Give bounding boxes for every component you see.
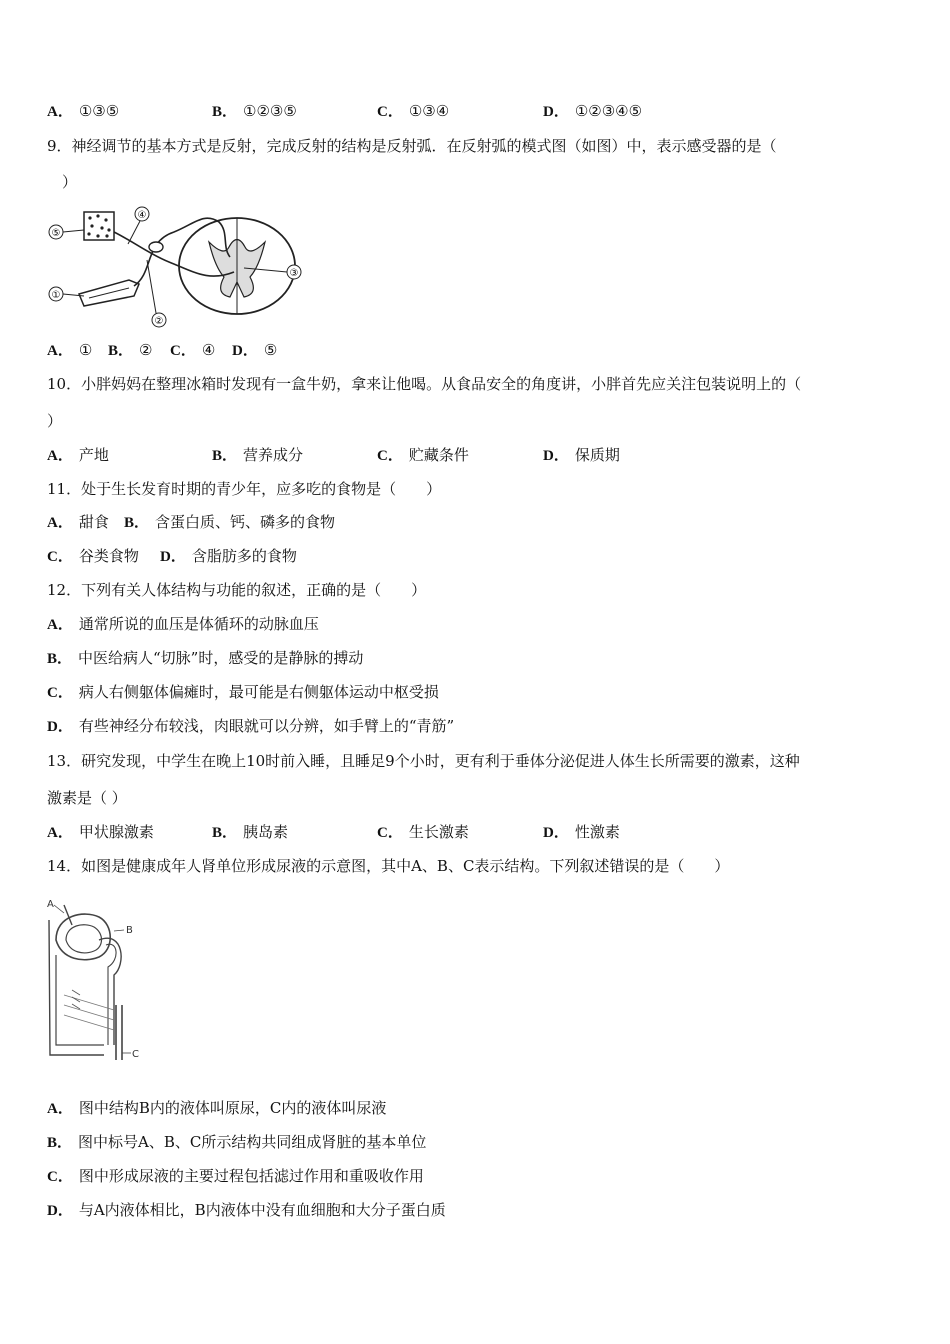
option-text: ①③⑤ [78, 102, 120, 120]
q13-stem-line2: 激素是（ ） [47, 789, 127, 807]
option-text: 与A内液体相比，B内液体中没有血细胞和大分子蛋白质 [78, 1201, 446, 1219]
option-label: C． [377, 448, 403, 464]
option-label: D． [47, 719, 73, 735]
label-4-leader [128, 221, 140, 244]
q13-option-b [212, 822, 288, 843]
label-4: ④ [137, 210, 147, 221]
option-text: 甜食 [78, 513, 109, 531]
option-text: 含蛋白质、钙、磷多的食物 [155, 513, 336, 531]
label-b-leader [114, 930, 124, 931]
option-text: 保质期 [574, 446, 620, 464]
q10-option-b [212, 445, 303, 466]
option-text: ④ [201, 341, 216, 359]
q10-option-a [47, 445, 109, 466]
q14-option-d [47, 1200, 446, 1221]
q14-option-b [47, 1132, 426, 1153]
option-text: 营养成分 [243, 446, 304, 464]
option-label: C． [47, 549, 73, 565]
option-label: D． [543, 104, 569, 120]
q11-stem: 11．处于生长发育时期的青少年，应多吃的食物是（ ） [47, 480, 442, 498]
option-label: B． [47, 1135, 73, 1151]
option-label: B． [47, 651, 73, 667]
option-text: 图中形成尿液的主要过程包括滤过作用和重吸收作用 [78, 1167, 424, 1185]
q9-option-d [232, 340, 277, 361]
nephron-figure [44, 895, 149, 1075]
q8-option-d [543, 101, 642, 122]
q12-option-a [47, 614, 319, 635]
label-2-leader [147, 260, 156, 313]
option-label: C． [47, 1169, 73, 1185]
q14-option-c [47, 1166, 424, 1187]
q13-option-a [47, 822, 154, 843]
q12-option-c [47, 682, 439, 703]
option-label: B． [212, 104, 238, 120]
label-5-leader [63, 230, 84, 232]
q8-option-a [47, 101, 119, 122]
label-1: ① [51, 290, 61, 301]
option-label: B． [108, 343, 134, 359]
q11-option-b [124, 512, 335, 533]
option-label: C． [377, 104, 403, 120]
option-label: C． [377, 825, 403, 841]
option-text: 通常所说的血压是体循环的动脉血压 [78, 615, 319, 633]
option-label: B． [124, 515, 150, 531]
option-text: ①②③⑤ [243, 102, 297, 120]
q9-stem-line2: ） [62, 173, 78, 191]
option-label: D． [232, 343, 258, 359]
label-2: ② [154, 316, 164, 327]
option-text: 生长激素 [408, 823, 469, 841]
option-text: 中医给病人“切脉”时，感受的是静脉的搏动 [78, 649, 364, 667]
option-text: 图中标号A、B、C所示结构共同组成肾脏的基本单位 [78, 1133, 427, 1151]
q9-stem-line1: 9．神经调节的基本方式是反射，完成反射的结构是反射弧．在反射弧的模式图（如图）中，表示感受器的是（ [47, 137, 777, 155]
option-label: A． [47, 617, 73, 633]
option-label: D． [47, 1203, 73, 1219]
option-text: ② [139, 341, 153, 359]
reflex-arc-figure [44, 202, 306, 330]
option-label: A． [47, 825, 73, 841]
option-text: 产地 [78, 446, 109, 464]
q8-option-b [212, 101, 297, 122]
option-label: C． [170, 343, 196, 359]
option-text: 谷类食物 [78, 547, 139, 565]
q11-option-c [47, 546, 139, 567]
q14-stem: 14．如图是健康成年人肾单位形成尿液的示意图，其中A、B、C表示结构。下列叙述错误的是（ ） [47, 857, 730, 875]
q10-stem-line1: 10．小胖妈妈在整理冰箱时发现有一盒牛奶，拿来让他喝。从食品安全的角度讲，小胖首先应关注包装说明上的（ [47, 375, 802, 393]
q12-option-b [47, 648, 363, 669]
q13-option-c [377, 822, 469, 843]
q10-option-d [543, 445, 620, 466]
q12-stem: 12．下列有关人体结构与功能的叙述，正确的是（ ） [47, 581, 427, 599]
option-label: D． [160, 549, 186, 565]
option-label: D． [543, 825, 569, 841]
option-text: 有些神经分布较浅，肉眼就可以分辨，如手臂上的“青筋” [78, 717, 455, 735]
q14-option-a [47, 1098, 386, 1119]
q13-option-d [543, 822, 620, 843]
option-label: A． [47, 343, 73, 359]
q9-option-c [170, 340, 215, 361]
option-text: 性激素 [574, 823, 620, 841]
capillary-lines [64, 995, 114, 1030]
label-a: A [47, 899, 54, 910]
option-label: C． [47, 685, 73, 701]
q11-option-a [47, 512, 109, 533]
q12-option-d [47, 716, 454, 737]
option-label: B． [212, 825, 238, 841]
label-c: C [132, 1049, 139, 1060]
label-a-leader [54, 905, 64, 913]
option-text: ① [78, 341, 93, 359]
option-label: A． [47, 104, 73, 120]
label-3: ③ [289, 268, 299, 279]
glomerulus-shape [66, 925, 102, 953]
option-text: ⑤ [263, 341, 278, 359]
option-label: B． [212, 448, 238, 464]
q8-option-c [377, 101, 449, 122]
option-text: 含脂肪多的食物 [191, 547, 297, 565]
q10-option-c [377, 445, 469, 466]
q13-stem-line1: 13．研究发现，中学生在晚上10时前入睡，且睡足9个小时，更有利于垂体分泌促进人体生长所需要的激素，这种 [47, 752, 800, 770]
option-text: ①③④ [408, 102, 450, 120]
option-text: 甲状腺激素 [78, 823, 154, 841]
option-text: 病人右侧躯体偏瘫时，最可能是右侧躯体运动中枢受损 [78, 683, 439, 701]
option-label: D． [543, 448, 569, 464]
label-b: B [126, 925, 133, 936]
option-label: A． [47, 1101, 73, 1117]
q11-option-d [160, 546, 297, 567]
q9-option-a [47, 340, 92, 361]
option-label: A． [47, 515, 73, 531]
option-label: A． [47, 448, 73, 464]
label-5: ⑤ [51, 228, 61, 239]
option-text: 贮藏条件 [408, 446, 469, 464]
ganglion-shape [149, 242, 163, 252]
option-text: ①②③④⑤ [574, 102, 643, 120]
option-text: 胰岛素 [243, 823, 289, 841]
option-text: 图中结构B内的液体叫原尿，C内的液体叫尿液 [78, 1099, 387, 1117]
q10-stem-line2: ） [47, 412, 63, 430]
q9-option-b [108, 340, 152, 361]
